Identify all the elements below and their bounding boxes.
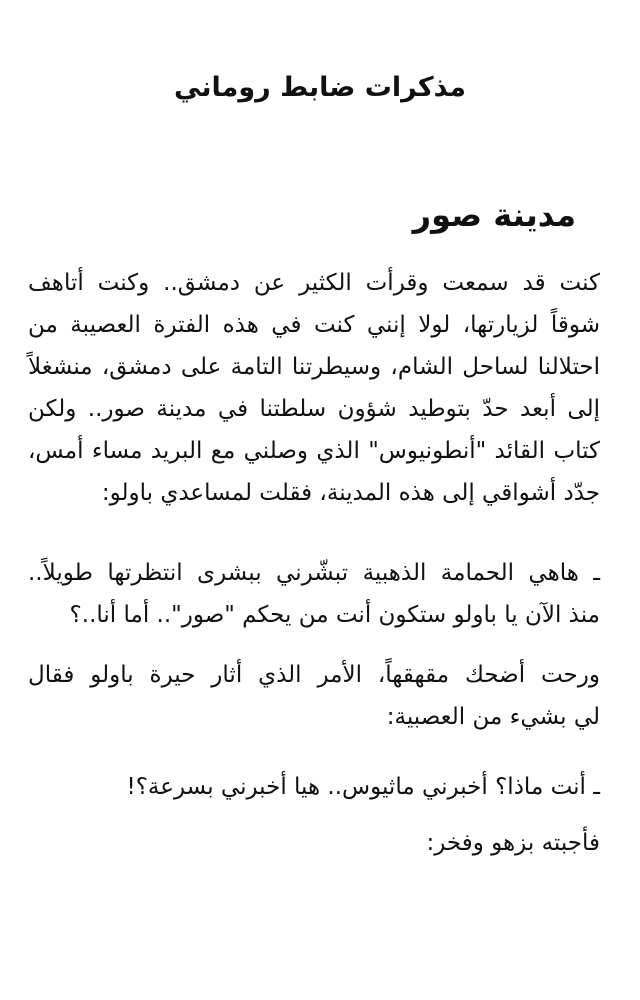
paragraph-1	[28, 262, 600, 514]
text-line: لي بشيء من العصبية:	[386, 704, 600, 730]
running-title: مذكرات ضابط روماني	[174, 72, 466, 103]
paragraph-2	[28, 552, 600, 636]
text-line: كتاب القائد "أنطونيوس" الذي وصلني مع البريد مساء أمس،	[28, 438, 600, 464]
text-line: كنت قد سمعت وقرأت الكثير عن دمشق.. وكنت أتاهف	[28, 270, 600, 296]
text-line: جدّد أشواقي إلى هذه المدينة، فقلت لمساعدي باولو:	[101, 480, 600, 506]
text-line: ـ أنت ماذا؟ أخبرني ماثيوس.. هيا أخبرني بسرعة؟!	[126, 774, 600, 800]
text-line: ورحت أضحك مقهقهاً، الأمر الذي أثار حيرة باولو فقال	[28, 662, 600, 688]
paragraph-3	[28, 654, 600, 738]
text-line: شوقاً لزيارتها، لولا إنني كنت في هذه الفترة العصيبة من	[28, 312, 600, 338]
text-line: ـ هاهي الحمامة الذهبية تبشّرني ببشرى انتظرتها طويلاً..	[28, 560, 600, 586]
text-line: احتلالنا لساحل الشام، وسيطرتنا التامة على دمشق، منشغلاً	[28, 354, 600, 380]
text-line: إلى أبعد حدّ بتوطيد شؤون سلطتنا في مدينة صور.. ولكن	[28, 396, 600, 422]
chapter-title: مدينة صور	[412, 196, 576, 234]
text-line: فأجبته بزهو وفخر:	[426, 830, 600, 856]
text-line: منذ الآن يا باولو ستكون أنت من يحكم "صور".. أما أنا..؟	[69, 602, 600, 628]
paragraph-4	[28, 766, 600, 808]
paragraph-5	[28, 822, 600, 864]
